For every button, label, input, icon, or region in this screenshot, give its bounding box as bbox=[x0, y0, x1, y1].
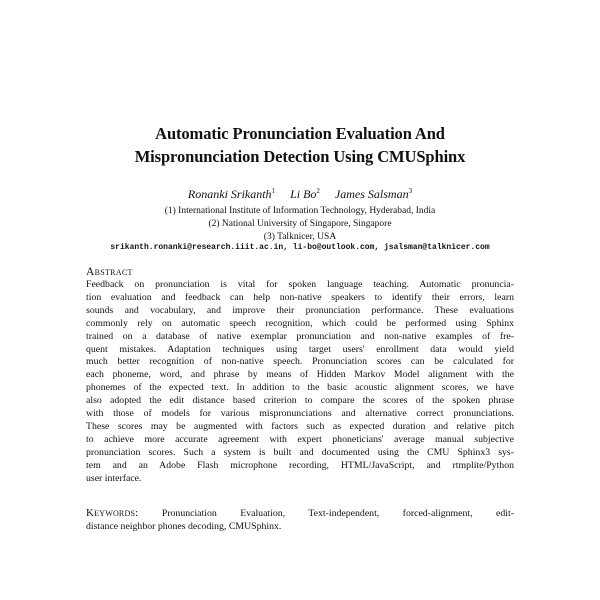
abstract-line: also adopted the edit distance based criterion to compare the scores of the spoken phrase bbox=[86, 395, 514, 407]
abstract-heading: Abstract bbox=[86, 266, 133, 278]
keywords-label: Keywords: bbox=[86, 507, 139, 519]
author-1 bbox=[188, 187, 275, 201]
abstract-line: to achieve more accurate agreement with expert phoneticians' average manual subjective bbox=[86, 433, 514, 445]
author-3-mark: 3 bbox=[408, 187, 413, 195]
abstract-body bbox=[86, 279, 514, 486]
abstract-line: phonemes of the expected text. In addition to the basic acoustic alignment scores, we have bbox=[86, 382, 514, 394]
abstract-line: These scores may be augmented with factors such as expected duration and relative pitch bbox=[86, 420, 514, 432]
author-3 bbox=[335, 187, 412, 201]
abstract-line: sounds and vocabulary, and improve their pronunciation performance. These evaluations bbox=[86, 304, 514, 316]
author-list bbox=[0, 187, 600, 202]
author-3-name: James Salsman bbox=[334, 187, 409, 201]
author-1-mark: 1 bbox=[271, 187, 276, 195]
author-2-name: Li Bo bbox=[290, 187, 317, 201]
abstract-line: tion evaluation and feedback can help non-native speakers to identify their errors, learn bbox=[86, 291, 514, 303]
affiliation-2: (2) National University of Singapore, Singapore bbox=[208, 219, 392, 229]
title-line-2: Mispronunciation Detection Using CMUSphinx bbox=[134, 147, 466, 166]
abstract-line: tem and an Adobe Flash microphone recording, HTML/JavaScript, and rtmplite/Python bbox=[86, 459, 514, 471]
abstract-line: user interface. bbox=[86, 472, 142, 484]
affiliation-3: (3) Talknicer, USA bbox=[263, 232, 337, 242]
title-line-1: Automatic Pronunciation Evaluation And bbox=[155, 124, 445, 143]
abstract-line: quent mistakes. Adaptation techniques using target users' enrollment data would yield bbox=[86, 343, 514, 355]
affiliations bbox=[0, 205, 600, 244]
author-2 bbox=[290, 187, 320, 201]
keywords-line-1 bbox=[86, 507, 514, 520]
keywords-text-1: Pronunciation Evaluation, Text-independent, forced-alignment, edit- bbox=[161, 508, 514, 519]
abstract-line: each phoneme, word, and phrase by means of Hidden Markov Model alignment with the bbox=[86, 369, 514, 381]
author-2-mark: 2 bbox=[316, 187, 320, 195]
abstract-line: trained on a database of native exemplar pronunciation and non-native examples of fre- bbox=[86, 330, 514, 342]
abstract-line: with those of models for various mispronunciations and alternative correct pronunciations. bbox=[86, 408, 514, 420]
author-emails: srikanth.ronanki@research.iiit.ac.in, li-bo@outlook.com, jsalsman@talknicer.com bbox=[110, 243, 490, 252]
abstract-line: commonly rely on automatic speech recognition, which could be performed using Sphinx bbox=[86, 317, 514, 329]
abstract-line: pronunciation scores. Such a system is built and documented using the CMU Sphinx3 sys- bbox=[86, 446, 514, 458]
abstract-line: much better recognition of non-native speech. Pronunciation scores can be calculated for bbox=[86, 356, 514, 368]
keywords-section bbox=[86, 507, 514, 533]
author-1-name: Ronanki Srikanth bbox=[187, 187, 272, 201]
affiliation-1: (1) International Institute of Information Technology, Hyderabad, India bbox=[164, 206, 436, 216]
paper-title bbox=[0, 122, 600, 168]
keywords-line-2: distance neighbor phones decoding, CMUSphinx. bbox=[86, 521, 282, 532]
abstract-line: Feedback on pronunciation is vital for spoken language teaching. Automatic pronuncia- bbox=[86, 279, 514, 290]
